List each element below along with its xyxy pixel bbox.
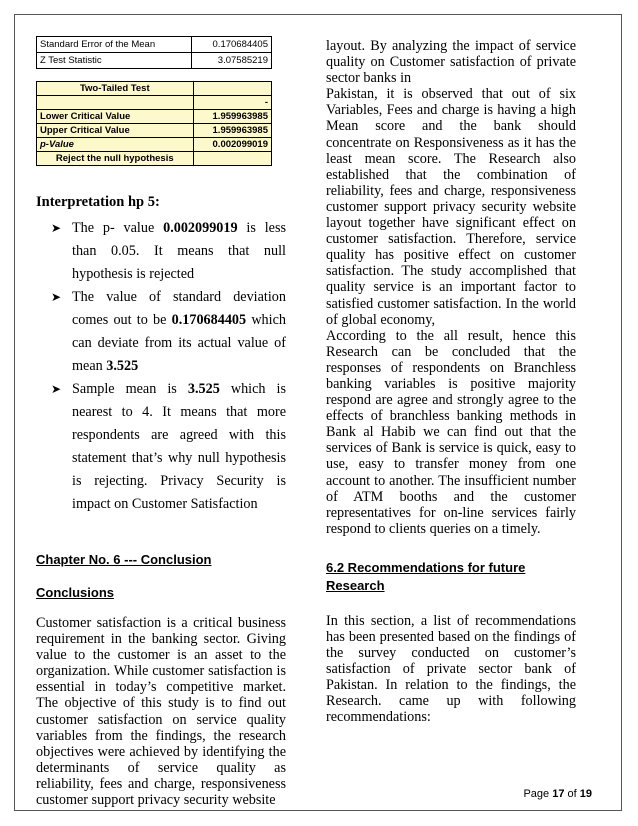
stats-table [36,36,272,69]
arrow-bullet-icon: ➤ [51,382,62,396]
page-footer [523,788,592,800]
dash-cell: - [193,96,271,110]
conclusions-heading: Conclusions [36,585,115,600]
bullet-text: which can deviate from its actual value of mean [72,312,286,374]
table-row [37,152,272,166]
test-value: 0.002099019 [193,138,271,152]
bullet-text: The p- value [72,220,164,236]
table-row [37,110,272,124]
footer-middle: of [564,788,580,800]
recommendations-paragraph: In this section, a list of recommendations has been presented based on the findings of the survey conducted on customer’s satisfaction of private sector bank of Pakistan. In relation to the findings, the Research. came up with following recommendations: [326,612,576,726]
bullet-text: is less than 0.05. It means that null hypothesis is rejected [72,220,286,282]
total-pages: 19 [579,788,592,800]
bullet-text: The value of standard deviation comes out to be [72,289,286,328]
test-header: Two-Tailed Test [37,82,194,96]
bullet-bold: 3.525 [106,358,139,374]
interpretation-heading: Interpretation hp 5: [36,194,160,210]
test-label: Lower Critical Value [37,110,194,124]
chapter-heading: Chapter No. 6 --- Conclusion [36,552,212,567]
table-row [37,53,272,69]
stat-label: Z Test Statistic [37,53,192,69]
list-item [36,217,286,286]
arrow-bullet-icon: ➤ [51,221,62,235]
test-value: 1.959963985 [193,124,271,138]
table-row [37,138,272,152]
list-item [36,286,286,378]
paragraph: According to the all result, hence this Research can be concluded that the responses of respondents on Branchless banking variables is positive majority respond are agree and strongly agree to the effects of branchless banking methods in Bank al Habib we can find out that the services of Bank is service is quick, easy to use, easy to transfer money from one account to another. The insufficient number of ATM booths and the customer representatives for on-line services fairly respond to clients queries on a timely. [326,327,576,537]
empty-cell [193,152,271,166]
arrow-bullet-icon: ➤ [51,290,62,304]
list-item [36,378,286,516]
current-page: 17 [552,788,565,800]
test-decision: Reject the null hypothesis [37,152,194,166]
test-label: Upper Critical Value [37,124,194,138]
left-column [36,36,286,808]
two-tailed-test-table [36,81,272,166]
right-column [326,36,576,726]
table-row [37,96,272,110]
stat-label: Standard Error of the Mean [37,37,192,53]
empty-cell [193,82,271,96]
empty-cell [37,96,194,110]
stat-value: 3.07585219 [192,53,272,69]
interpretation-list [36,217,286,516]
recommendations-heading: 6.2 Recommendations for future Research [326,559,526,593]
paragraph: Pakistan, it is observed that out of six Variables, Fees and charge is having a high Mean score and the bank should concentrate on Responsiveness as it has the least mean score. The Research also established that the combination of reliability, fees and charge, responsiveness customer support privacy security website layout together have significant effect on customer satisfaction. Therefore, service quality has positive effect on customer satisfaction. The study accomplished that quality service is an important factor to satisfied customer satisfaction. In the world of global economy, [326,86,576,328]
bullet-bold: 0.170684405 [171,312,247,328]
table-row [37,37,272,53]
paragraph: layout. By analyzing the impact of service quality on Customer satisfaction of private sector banks in [326,38,576,87]
test-value: 1.959963985 [193,110,271,124]
stat-value: 0.170684405 [192,37,272,53]
bullet-text: Sample mean is [72,381,188,397]
bullet-text: which is nearest to 4. It means that more respondents are agreed with this statement that’s why null hypothesis is rejecting. Privacy Security is impact on Customer Satisfaction [72,381,286,512]
table-row [37,124,272,138]
conclusions-paragraph: Customer satisfaction is a critical business requirement in the banking sector. Giving value to the customer is an asset to the organization. While customer satisfaction is essential in today’s competitive market. The objective of this study is to find out customer satisfaction on service quality variables from the findings, the research objectives were achieved by identifying the determinants of service quality as reliability, fees and charge, responsiveness customer support privacy security website [36,615,286,809]
bullet-bold: 3.525 [187,381,220,397]
bullet-bold: 0.002099019 [163,220,238,236]
table-row [37,82,272,96]
footer-prefix: Page [523,788,553,800]
test-label: p-Value [37,138,194,152]
